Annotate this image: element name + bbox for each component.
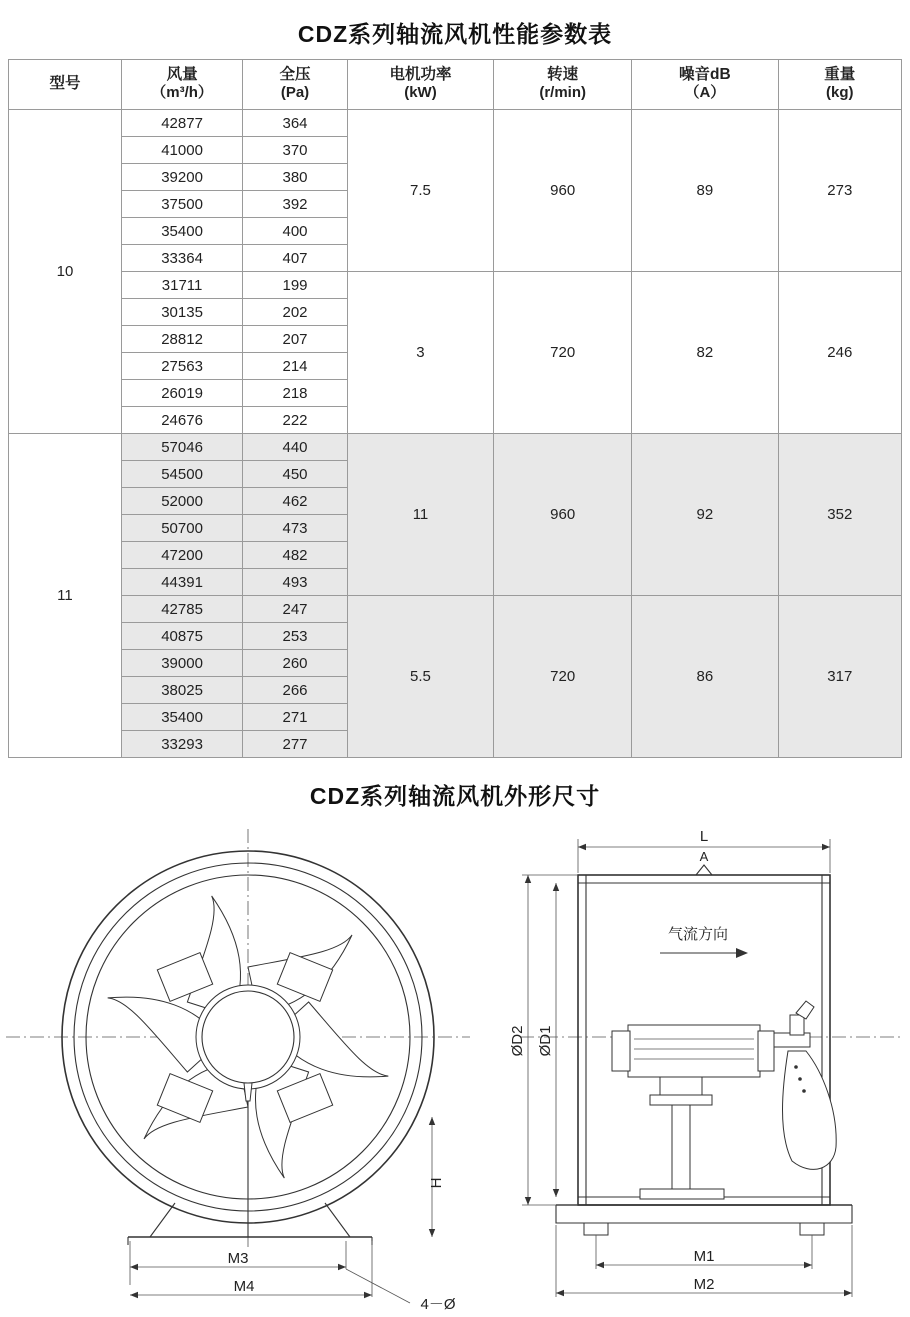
blade-profile bbox=[783, 1051, 837, 1169]
cell-flow: 42877 bbox=[121, 110, 242, 137]
motor-terminal-box bbox=[660, 1077, 702, 1095]
h-arrow-top bbox=[429, 1117, 435, 1125]
column-header-weight-main: 重量 bbox=[824, 66, 856, 83]
h-label: H bbox=[428, 1177, 445, 1189]
column-header-flow-unit: （m³/h） bbox=[151, 84, 213, 102]
cell-pressure: 260 bbox=[243, 650, 348, 677]
cell-weight: 273 bbox=[778, 110, 901, 272]
cell-pressure: 482 bbox=[243, 542, 348, 569]
cell-pressure: 473 bbox=[243, 515, 348, 542]
column-header-pressure-unit: (Pa) bbox=[280, 84, 310, 102]
front-view-drawing bbox=[0, 817, 500, 1317]
cell-model: 11 bbox=[9, 434, 122, 758]
cell-flow: 31711 bbox=[121, 272, 242, 299]
cell-pressure: 364 bbox=[243, 110, 348, 137]
cell-flow: 26019 bbox=[121, 380, 242, 407]
cell-power: 11 bbox=[347, 434, 493, 596]
m4-label: M4 bbox=[233, 1278, 255, 1296]
table-header-row bbox=[9, 60, 902, 110]
cell-weight: 317 bbox=[778, 596, 901, 758]
m4-arrow-left bbox=[130, 1292, 138, 1298]
cell-pressure: 271 bbox=[243, 704, 348, 731]
column-header-noise-unit: （A） bbox=[684, 84, 726, 102]
blade-rivet bbox=[798, 1077, 802, 1081]
l-arrow-right bbox=[822, 844, 830, 850]
cell-flow: 54500 bbox=[121, 461, 242, 488]
support-left bbox=[150, 1203, 175, 1237]
cell-flow: 35400 bbox=[121, 704, 242, 731]
cell-weight: 352 bbox=[778, 434, 901, 596]
cell-speed: 720 bbox=[494, 596, 632, 758]
cell-pressure: 207 bbox=[243, 326, 348, 353]
cell-model: 10 bbox=[9, 110, 122, 434]
blade-rivet bbox=[794, 1065, 798, 1069]
cell-flow: 52000 bbox=[121, 488, 242, 515]
dimension-drawing-title: CDZ系列轴流风机外形尺寸 bbox=[309, 783, 601, 810]
motor-body bbox=[628, 1025, 760, 1077]
column-header-pressure bbox=[243, 60, 348, 110]
cell-pressure: 277 bbox=[243, 731, 348, 758]
performance-table-title: CDZ系列轴流风机性能参数表 bbox=[297, 21, 613, 47]
cell-flow: 41000 bbox=[121, 137, 242, 164]
side-view-drawing bbox=[500, 817, 910, 1317]
cell-speed: 960 bbox=[494, 110, 632, 272]
m2-arrow-left bbox=[556, 1290, 564, 1296]
d1-label: ØD1 bbox=[537, 1025, 554, 1057]
cell-pressure: 493 bbox=[243, 569, 348, 596]
column-header-flow-main: 风量 bbox=[166, 66, 198, 83]
cell-pressure: 247 bbox=[243, 596, 348, 623]
cell-power: 7.5 bbox=[347, 110, 493, 272]
dimension-drawings bbox=[0, 817, 910, 1317]
column-header-flow bbox=[121, 60, 242, 110]
column-header-noise-main: 噪音dB bbox=[679, 66, 731, 83]
cell-pressure: 380 bbox=[243, 164, 348, 191]
blade-rivet bbox=[802, 1089, 806, 1093]
cell-flow: 24676 bbox=[121, 407, 242, 434]
column-header-speed-unit: (r/min) bbox=[539, 84, 587, 102]
performance-table-body bbox=[9, 110, 902, 758]
pedestal-foot bbox=[640, 1189, 724, 1199]
cell-flow: 27563 bbox=[121, 353, 242, 380]
table-row bbox=[9, 434, 902, 461]
m1-label: M1 bbox=[693, 1248, 715, 1266]
cell-speed: 720 bbox=[494, 272, 632, 434]
column-header-power-unit: (kW) bbox=[404, 84, 437, 102]
d2-label: ØD2 bbox=[509, 1025, 526, 1057]
table-row bbox=[9, 272, 902, 299]
support-right bbox=[325, 1203, 350, 1237]
cell-pressure: 214 bbox=[243, 353, 348, 380]
column-header-pressure-main: 全压 bbox=[279, 66, 311, 83]
a-label: A bbox=[699, 849, 709, 865]
column-header-power-main: 电机功率 bbox=[389, 66, 452, 83]
lifting-lug bbox=[696, 865, 712, 875]
cell-flow: 39200 bbox=[121, 164, 242, 191]
h-arrow-bottom bbox=[429, 1229, 435, 1237]
d2-arrow-bottom bbox=[525, 1197, 531, 1205]
cell-flow: 38025 bbox=[121, 677, 242, 704]
table-row bbox=[9, 110, 902, 137]
foot-left bbox=[584, 1223, 608, 1235]
l-arrow-left bbox=[578, 844, 586, 850]
cell-power: 5.5 bbox=[347, 596, 493, 758]
performance-table bbox=[8, 59, 902, 758]
cell-flow: 40875 bbox=[121, 623, 242, 650]
m2-arrow-right bbox=[844, 1290, 852, 1296]
hole-leader-line bbox=[346, 1269, 410, 1303]
airflow-arrowhead bbox=[736, 948, 748, 958]
cell-noise: 82 bbox=[632, 272, 778, 434]
m2-label: M2 bbox=[693, 1276, 715, 1294]
cell-pressure: 253 bbox=[243, 623, 348, 650]
column-header-weight-unit: (kg) bbox=[826, 84, 854, 102]
column-header-speed-main: 转速 bbox=[547, 66, 579, 83]
cell-weight: 246 bbox=[778, 272, 901, 434]
m1-arrow-left bbox=[596, 1262, 604, 1268]
m1-arrow-right bbox=[804, 1262, 812, 1268]
cell-power: 3 bbox=[347, 272, 493, 434]
cell-flow: 39000 bbox=[121, 650, 242, 677]
cell-speed: 960 bbox=[494, 434, 632, 596]
cell-flow: 42785 bbox=[121, 596, 242, 623]
d2-arrow-top bbox=[525, 875, 531, 883]
motor-base-plate bbox=[650, 1095, 712, 1105]
cell-noise: 89 bbox=[632, 110, 778, 272]
m3-arrow-left bbox=[130, 1264, 138, 1270]
cell-pressure: 400 bbox=[243, 218, 348, 245]
m3-arrow-right bbox=[338, 1264, 346, 1270]
cell-flow: 33293 bbox=[121, 731, 242, 758]
cell-pressure: 450 bbox=[243, 461, 348, 488]
cell-pressure: 202 bbox=[243, 299, 348, 326]
column-header-speed bbox=[494, 60, 632, 110]
cell-pressure: 462 bbox=[243, 488, 348, 515]
foot-right bbox=[800, 1223, 824, 1235]
column-header-power bbox=[347, 60, 493, 110]
table-row bbox=[9, 596, 902, 623]
hole-count-label: 4－Ø bbox=[420, 1296, 456, 1314]
motor-endcap-right bbox=[758, 1031, 774, 1071]
cell-flow: 28812 bbox=[121, 326, 242, 353]
m4-arrow-right bbox=[364, 1292, 372, 1298]
column-header-model bbox=[9, 60, 122, 110]
cell-noise: 92 bbox=[632, 434, 778, 596]
cell-flow: 30135 bbox=[121, 299, 242, 326]
cell-flow: 50700 bbox=[121, 515, 242, 542]
l-label: L bbox=[699, 828, 709, 846]
cell-flow: 35400 bbox=[121, 218, 242, 245]
hub-boss bbox=[790, 1015, 804, 1035]
motor-pedestal bbox=[672, 1105, 690, 1189]
cell-pressure: 218 bbox=[243, 380, 348, 407]
column-header-noise bbox=[632, 60, 778, 110]
motor-endcap-left bbox=[612, 1031, 630, 1071]
cell-pressure: 199 bbox=[243, 272, 348, 299]
shaft-tip bbox=[244, 1083, 252, 1101]
airflow-label: 气流方向 bbox=[667, 926, 729, 944]
cell-pressure: 222 bbox=[243, 407, 348, 434]
column-header-weight bbox=[778, 60, 901, 110]
m3-label: M3 bbox=[227, 1250, 249, 1268]
cell-pressure: 407 bbox=[243, 245, 348, 272]
cell-noise: 86 bbox=[632, 596, 778, 758]
column-header-model-main: 型号 bbox=[49, 75, 81, 93]
cell-flow: 37500 bbox=[121, 191, 242, 218]
cell-pressure: 440 bbox=[243, 434, 348, 461]
cell-flow: 57046 bbox=[121, 434, 242, 461]
d1-arrow-bottom bbox=[553, 1189, 559, 1197]
cell-flow: 47200 bbox=[121, 542, 242, 569]
cell-pressure: 392 bbox=[243, 191, 348, 218]
cell-pressure: 266 bbox=[243, 677, 348, 704]
cell-flow: 44391 bbox=[121, 569, 242, 596]
cell-pressure: 370 bbox=[243, 137, 348, 164]
hub-outer bbox=[196, 985, 300, 1089]
d1-arrow-top bbox=[553, 883, 559, 891]
cell-flow: 33364 bbox=[121, 245, 242, 272]
